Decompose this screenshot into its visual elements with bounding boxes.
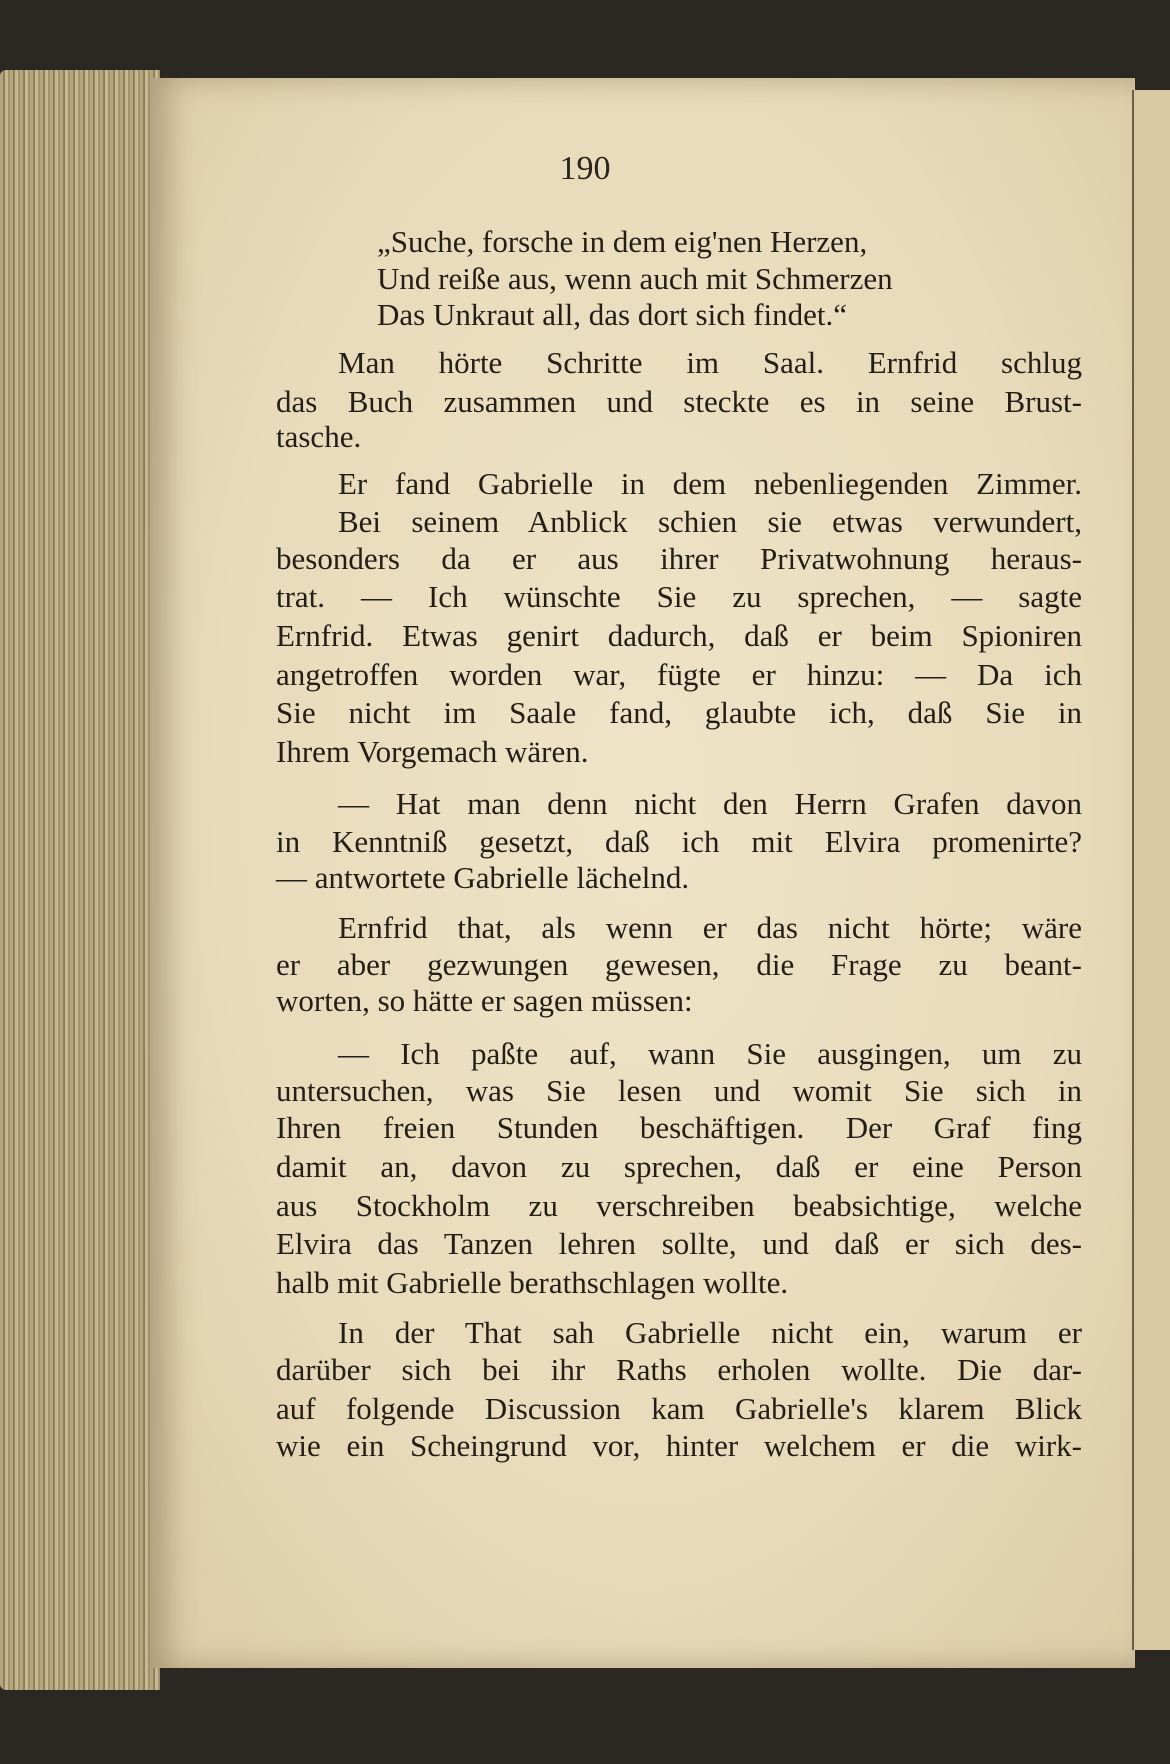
text-line: angetroffen worden war, fügte er hinzu: — Da ich — [276, 657, 1082, 692]
text-line: Elvira das Tanzen lehren sollte, und daß er sich des- — [276, 1226, 1082, 1261]
text-line: Er fand Gabrielle in dem nebenliegenden Zimmer. — [338, 466, 1082, 501]
page-number: 190 — [559, 150, 611, 187]
text-line: Sie nicht im Saale fand, glaubte ich, daß Sie in — [276, 695, 1082, 730]
text-line: Ernfrid. Etwas genirt dadurch, daß er beim Spioniren — [276, 618, 1082, 653]
text-line: — Ich paßte auf, wann Sie ausgingen, um zu — [338, 1036, 1082, 1071]
text-line: aus Stockholm zu verschreiben beabsichtige, welche — [276, 1188, 1082, 1223]
text-line: wie ein Scheingrund vor, hinter welchem er die wirk- — [276, 1428, 1082, 1463]
facing-page-edge — [1132, 90, 1170, 1650]
text-line: — antwortete Gabrielle lächelnd. — [276, 860, 690, 895]
text-line: auf folgende Discussion kam Gabrielle's klarem Blick — [276, 1391, 1082, 1426]
text-line: er aber gezwungen gewesen, die Frage zu beant- — [276, 947, 1082, 982]
text-line: Ihrem Vorgemach wären. — [276, 734, 589, 769]
text-line: besonders da er aus ihrer Privatwohnung heraus- — [276, 541, 1082, 576]
text-line: das Buch zusammen und steckte es in seine Brust- — [276, 384, 1082, 419]
text-line: tasche. — [276, 419, 362, 454]
text-line: trat. — Ich wünschte Sie zu sprechen, — sagte — [276, 579, 1082, 614]
text-line: worten, so hätte er sagen müssen: — [276, 983, 693, 1018]
text-line: darüber sich bei ihr Raths erholen wollte. Die dar- — [276, 1352, 1082, 1387]
text-line: in Kenntniß gesetzt, daß ich mit Elvira promenirte? — [276, 824, 1082, 859]
verse-line: Und reiße aus, wenn auch mit Schmerzen — [377, 261, 893, 296]
text-line: Man hörte Schritte im Saal. Ernfrid schlug — [338, 345, 1082, 380]
verse-line: Das Unkraut all, das dort sich findet.“ — [377, 297, 848, 332]
text-line: damit an, davon zu sprechen, daß er eine Person — [276, 1149, 1082, 1184]
text-line: Bei seinem Anblick schien sie etwas verwundert, — [338, 504, 1082, 539]
text-line: halb mit Gabrielle berathschlagen wollte. — [276, 1265, 789, 1300]
text-line: In der That sah Gabrielle nicht ein, warum er — [338, 1315, 1082, 1350]
text-line: — Hat man denn nicht den Herrn Grafen davon — [338, 786, 1082, 821]
book-page-edges — [0, 70, 160, 1690]
text-line: untersuchen, was Sie lesen und womit Sie sich in — [276, 1073, 1082, 1108]
verse-line: „Suche, forsche in dem eig'nen Herzen, — [377, 224, 868, 259]
text-line: Ernfrid that, als wenn er das nicht hörte; wäre — [338, 910, 1082, 945]
text-line: Ihren freien Stunden beschäftigen. Der Graf fing — [276, 1110, 1082, 1145]
